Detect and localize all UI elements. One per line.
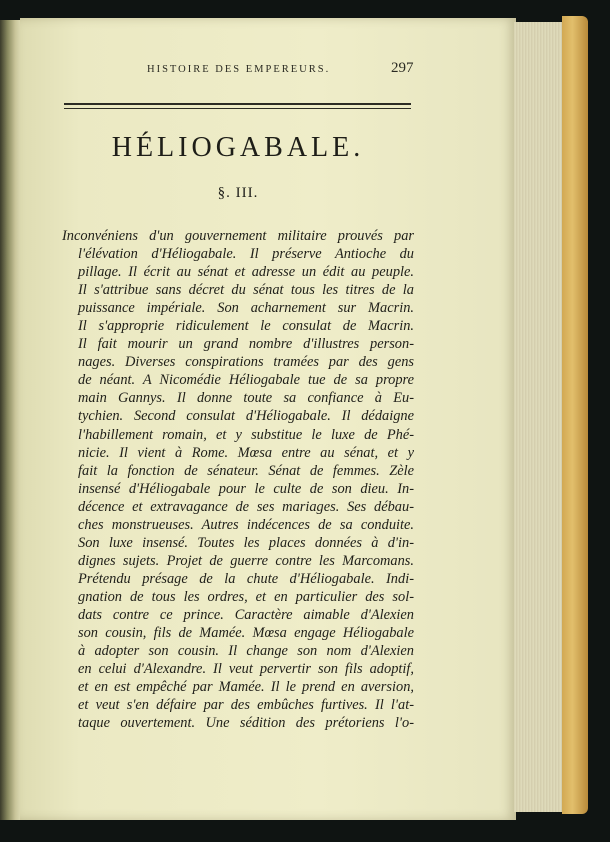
summary-line: son cousin, fils de Mamée. Mœsa engage Héliogabale [78,625,414,642]
summary-line: à adopter son cousin. Il change son nom d'Alexien [78,643,414,660]
summary-line: Son luxe insensé. Toutes les places données à d'in- [78,534,414,551]
summary-line: fait la fonction de sénateur. Sénat de femmes. Zèle [78,462,414,479]
summary-line: décence et extravagance de ses mariages. Ses débau- [78,498,414,515]
summary-line: nages. Diverses conspirations tramées par des gens [78,354,414,371]
summary-line: ches monstrueuses. Autres indécences de sa conduite. [78,516,414,533]
summary-line: main Gannys. Il donne toute sa confiance à Eu- [78,390,414,407]
summary-line: Prétendu présage de la chute d'Héliogabale. Indi- [78,570,414,587]
chapter-summary [62,227,414,732]
summary-line: et en est empêché par Mamée. Il le prend en aversion, [78,679,414,696]
summary-line: insensé d'Héliogabale pour le culte de son dieu. In- [78,480,414,497]
header-rule-thin [64,108,411,109]
summary-line: en celui d'Alexandre. Il veut pervertir son fils adoptif, [78,661,414,678]
summary-line: taque ouvertement. Une sédition des prétoriens l'o- [78,715,414,732]
summary-line: Inconvéniens d'un gouvernement militaire prouvés par [62,228,414,244]
summary-line: puissance impériale. Son acharnement sur Macrin. [78,300,414,317]
page-block-edge [514,22,566,812]
chapter-title: HÉLIOGABALE. [111,132,365,163]
summary-line: gnation de tous les ordres, et en particulier des sol- [78,588,414,605]
summary-line: Il s'attribue sans décret du sénat tous les titres de la [78,282,414,299]
adjacent-page-edge [0,20,22,820]
summary-line: tychien. Second consulat d'Héliogabale. Il dédaigne [78,408,414,425]
summary-line: pillage. Il écrit au sénat et adresse un édit au peuple. [78,264,414,281]
summary-line: l'élévation d'Héliogabale. Il préserve Antioche du [78,246,414,263]
summary-line: Il fait mourir un grand nombre d'illustres person- [78,336,414,353]
summary-line: dignes sujets. Projet de guerre contre les Marcomans. [78,552,414,569]
summary-line: dats contre ce prince. Caractère aimable d'Alexien [78,606,414,623]
book-cover-edge [562,16,588,814]
page-number: 297 [391,60,414,76]
running-head: HISTOIRE DES EMPEREURS. [147,64,331,75]
header-rule-thick [64,103,411,105]
summary-line: l'habillement romain, et y substitue le luxe de Phé- [78,426,414,443]
chapter-title-block [63,132,413,168]
summary-line: nicie. Il vient à Rome. Mœsa entre au sénat, et y [78,444,414,461]
summary-line: Il s'approprie ridiculement le consulat de Macrin. [78,318,414,335]
summary-line: et veut s'en défaire par des embûches furtives. Il l'at- [78,697,414,714]
summary-line: de néant. A Nicomédie Héliogabale tue de sa propre [78,372,414,389]
section-heading: §. III. [217,185,259,201]
